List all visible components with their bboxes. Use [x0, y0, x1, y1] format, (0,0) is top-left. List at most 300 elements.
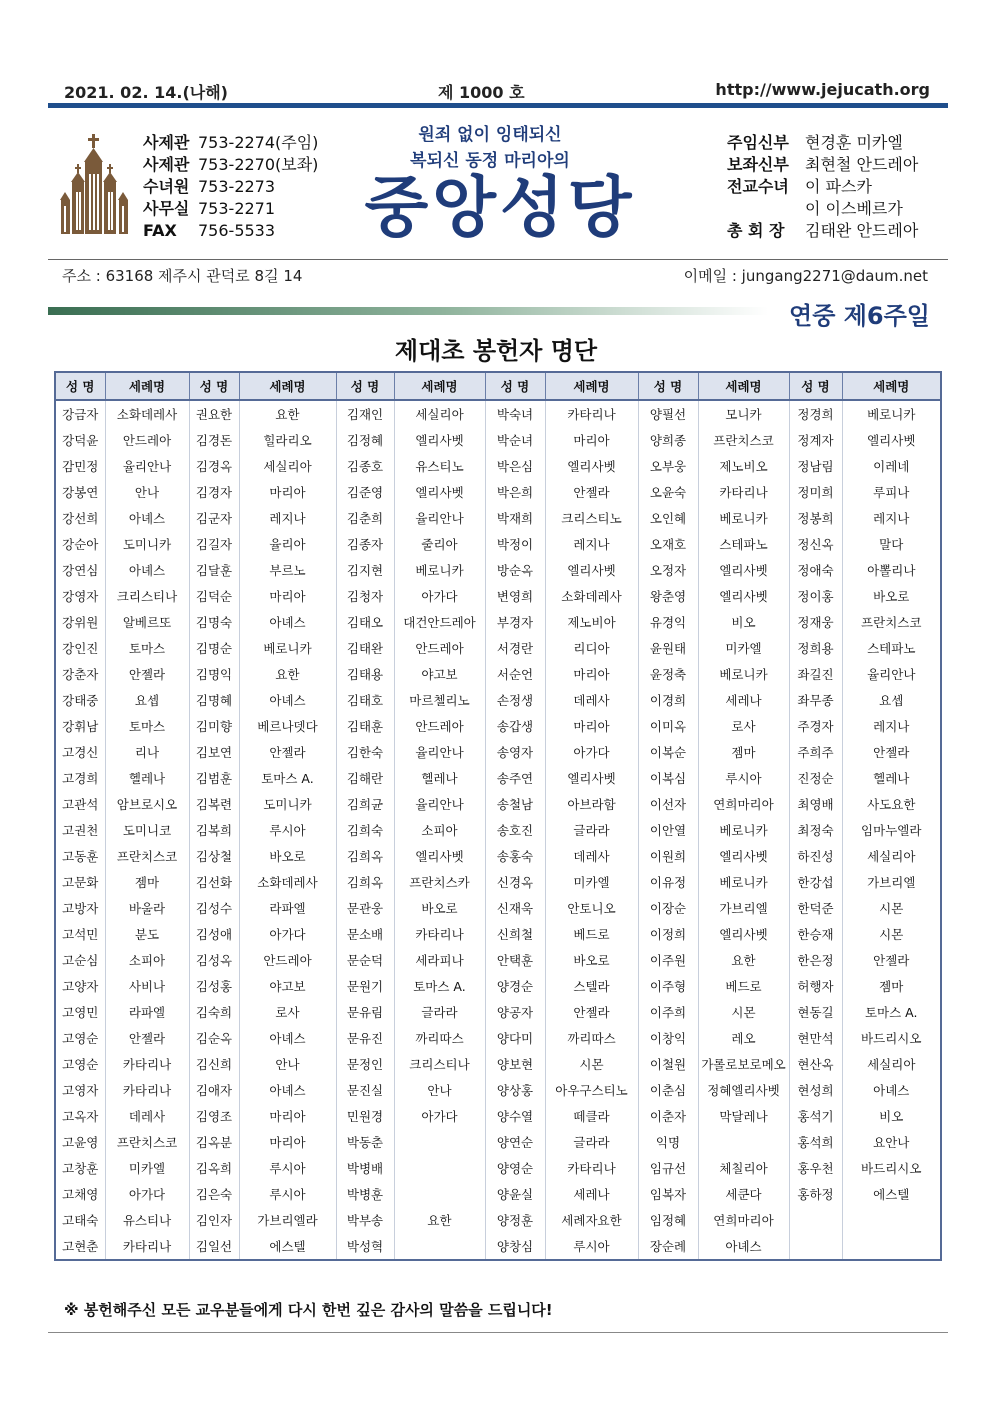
donor-name-cell: 이미옥 [638, 713, 698, 739]
donor-name-cell: 문진실 [336, 1077, 394, 1103]
subtitle-line: 원죄 없이 잉태되신 [418, 125, 562, 145]
baptismal-name-cell: 체칠리아 [698, 1155, 789, 1181]
table-row [55, 479, 941, 505]
table-row [55, 869, 941, 895]
baptismal-name-cell: 루시아 [545, 1233, 638, 1260]
baptismal-name-cell: 엘리사벳 [698, 557, 789, 583]
donor-name-cell: 유경익 [638, 609, 698, 635]
baptismal-name-cell: 암브로시오 [105, 791, 189, 817]
clergy-list [727, 132, 918, 242]
baptismal-name-cell: 요안나 [842, 1129, 941, 1155]
table-row [55, 453, 941, 479]
donor-name-cell: 고동훈 [55, 843, 105, 869]
donor-name-cell: 양다미 [485, 1025, 545, 1051]
baptismal-name-cell: 율리안나 [394, 739, 485, 765]
donor-name-cell: 정봉희 [789, 505, 842, 531]
donor-name-cell: 양공자 [485, 999, 545, 1025]
baptismal-name-cell: 마리아 [545, 713, 638, 739]
baptismal-name-cell [698, 1129, 789, 1155]
table-row [55, 505, 941, 531]
baptismal-name-cell: 세실리아 [394, 400, 485, 427]
donor-name-cell: 김성수 [189, 895, 239, 921]
donor-name-cell: 양희종 [638, 427, 698, 453]
donor-name-cell: 박병훈 [336, 1181, 394, 1207]
table-row [55, 609, 941, 635]
baptismal-name-cell: 젬마 [105, 869, 189, 895]
baptismal-name-cell: 글라라 [545, 817, 638, 843]
column-header-baptismal-name: 세례명 [545, 372, 638, 400]
baptismal-name-cell: 요한 [394, 1207, 485, 1233]
baptismal-name-cell: 요한 [698, 947, 789, 973]
baptismal-name-cell: 베로니카 [698, 661, 789, 687]
baptismal-name-cell: 카타리나 [394, 921, 485, 947]
baptismal-name-cell: 엘리사벳 [545, 765, 638, 791]
baptismal-name-cell: 토마스 [105, 713, 189, 739]
table-row [55, 817, 941, 843]
donor-name-cell: 김명혜 [189, 687, 239, 713]
column-header-baptismal-name: 세례명 [698, 372, 789, 400]
baptismal-name-cell: 안드레아 [394, 635, 485, 661]
table-row [55, 687, 941, 713]
clergy-row: 보좌신부 최현철 안드레아 [727, 155, 919, 174]
baptismal-name-cell [842, 1233, 941, 1260]
baptismal-name-cell: 안젤라 [545, 479, 638, 505]
column-header-name: 성 명 [485, 372, 545, 400]
donor-name-cell: 고경희 [55, 765, 105, 791]
baptismal-name-cell: 아녜스 [239, 609, 336, 635]
baptismal-name-cell: 레지나 [842, 713, 941, 739]
donor-name-cell: 김명익 [189, 661, 239, 687]
table-row [55, 895, 941, 921]
donor-name-cell: 고옥자 [55, 1103, 105, 1129]
donor-name-cell: 양창심 [485, 1233, 545, 1260]
baptismal-name-cell: 마리아 [545, 427, 638, 453]
divider [48, 259, 948, 260]
table-row [55, 921, 941, 947]
baptismal-name-cell: 율리안나 [842, 661, 941, 687]
baptismal-name-cell: 사도요한 [842, 791, 941, 817]
column-header-name: 성 명 [189, 372, 239, 400]
baptismal-name-cell: 아가다 [105, 1181, 189, 1207]
baptismal-name-cell: 토마스 A. [239, 765, 336, 791]
contact-row: 사무실 753-2271 [143, 199, 276, 218]
donor-name-cell: 좌무종 [789, 687, 842, 713]
baptismal-name-cell: 아녜스 [842, 1077, 941, 1103]
donor-name-cell: 정애숙 [789, 557, 842, 583]
baptismal-name-cell: 율리아 [239, 531, 336, 557]
table-row [55, 1103, 941, 1129]
donor-name-cell: 장순례 [638, 1233, 698, 1260]
table-row [55, 557, 941, 583]
donor-name-cell: 김경자 [189, 479, 239, 505]
baptismal-name-cell: 연희마리아 [698, 791, 789, 817]
donor-name-cell: 강인진 [55, 635, 105, 661]
green-gradient-bar [48, 307, 768, 315]
liturgical-sunday: 연중 제6주일 [789, 302, 930, 330]
baptismal-name-cell: 카타리나 [105, 1051, 189, 1077]
donor-name-cell: 한덕준 [789, 895, 842, 921]
table-header-row [55, 372, 941, 400]
donor-name-cell: 문순덕 [336, 947, 394, 973]
donor-name-cell: 오정자 [638, 557, 698, 583]
donor-name-cell: 김선화 [189, 869, 239, 895]
baptismal-name-cell: 아녜스 [105, 505, 189, 531]
baptismal-name-cell: 프란치스카 [394, 869, 485, 895]
donor-name-cell: 손정생 [485, 687, 545, 713]
baptismal-name-cell [842, 1207, 941, 1233]
donor-name-cell: 김청자 [336, 583, 394, 609]
table-row [55, 999, 941, 1025]
donor-name-cell: 임규선 [638, 1155, 698, 1181]
church-logo [58, 134, 130, 234]
donor-name-cell: 김태오 [336, 609, 394, 635]
donor-name-cell: 강봉연 [55, 479, 105, 505]
baptismal-name-cell: 요한 [239, 661, 336, 687]
contact-row: 수녀원 753-2273 [143, 177, 276, 196]
donor-name-cell: 박동춘 [336, 1129, 394, 1155]
table-row [55, 765, 941, 791]
baptismal-name-cell: 떼클라 [545, 1103, 638, 1129]
donor-name-cell: 신재욱 [485, 895, 545, 921]
baptismal-name-cell: 시몬 [842, 895, 941, 921]
donor-name-cell: 정남림 [789, 453, 842, 479]
donor-name-cell: 이복순 [638, 739, 698, 765]
donor-name-cell: 박은심 [485, 453, 545, 479]
donor-name-cell: 윤정축 [638, 661, 698, 687]
baptismal-name-cell: 베드로 [698, 973, 789, 999]
baptismal-name-cell: 젬마 [842, 973, 941, 999]
baptismal-name-cell: 크리스티나 [394, 1051, 485, 1077]
baptismal-name-cell: 프란치스코 [105, 1129, 189, 1155]
baptismal-name-cell: 엘리사벳 [394, 479, 485, 505]
donor-name-cell: 주희주 [789, 739, 842, 765]
donor-name-cell: 이장순 [638, 895, 698, 921]
baptismal-name-cell: 프란치스코 [105, 843, 189, 869]
donor-name-cell: 송철남 [485, 791, 545, 817]
baptismal-name-cell: 요한 [239, 400, 336, 427]
donor-name-cell: 문원기 [336, 973, 394, 999]
table-row [55, 531, 941, 557]
baptismal-name-cell: 안젤라 [239, 739, 336, 765]
donor-name-cell: 홍하정 [789, 1181, 842, 1207]
donor-name-cell: 홍우천 [789, 1155, 842, 1181]
donor-name-cell: 정계자 [789, 427, 842, 453]
donor-name-cell: 김해란 [336, 765, 394, 791]
donor-name-cell: 정신옥 [789, 531, 842, 557]
donor-name-cell: 서경란 [485, 635, 545, 661]
baptismal-name-cell: 아브라함 [545, 791, 638, 817]
baptismal-name-cell: 리나 [105, 739, 189, 765]
donor-name-cell: 이철원 [638, 1051, 698, 1077]
church-subtitle [360, 122, 620, 174]
baptismal-name-cell: 마리아 [239, 479, 336, 505]
donor-name-cell: 최영배 [789, 791, 842, 817]
donor-name-cell: 오부웅 [638, 453, 698, 479]
donor-name-cell: 김재인 [336, 400, 394, 427]
baptismal-name-cell: 가브리엘 [842, 869, 941, 895]
donor-name-cell: 문유림 [336, 999, 394, 1025]
donor-name-cell: 김성애 [189, 921, 239, 947]
column-header-baptismal-name: 세례명 [105, 372, 189, 400]
donor-name-cell: 이정희 [638, 921, 698, 947]
baptismal-name-cell: 엘리사벳 [842, 427, 941, 453]
table-row [55, 1233, 941, 1260]
baptismal-name-cell: 안나 [105, 479, 189, 505]
donor-name-cell: 강금자 [55, 400, 105, 427]
donor-name-cell: 이춘자 [638, 1103, 698, 1129]
donor-name-cell: 김명순 [189, 635, 239, 661]
table-row [55, 1077, 941, 1103]
donor-name-cell: 정재웅 [789, 609, 842, 635]
donor-name-cell: 고권천 [55, 817, 105, 843]
baptismal-name-cell: 대건안드레아 [394, 609, 485, 635]
baptismal-name-cell: 요셉 [105, 687, 189, 713]
baptismal-name-cell: 바울라 [105, 895, 189, 921]
baptismal-name-cell: 크리스티나 [105, 583, 189, 609]
table-row [55, 583, 941, 609]
donor-name-cell: 현산옥 [789, 1051, 842, 1077]
donor-name-cell: 송영자 [485, 739, 545, 765]
baptismal-name-cell: 엘리사벳 [698, 921, 789, 947]
donor-name-cell: 양윤실 [485, 1181, 545, 1207]
donor-name-cell: 권요한 [189, 400, 239, 427]
baptismal-name-cell: 세쿤다 [698, 1181, 789, 1207]
baptismal-name-cell: 안젤라 [842, 739, 941, 765]
donor-name-cell: 김태용 [336, 661, 394, 687]
baptismal-name-cell: 레지나 [239, 505, 336, 531]
donor-name-cell: 서순언 [485, 661, 545, 687]
donor-name-cell: 김숙희 [189, 999, 239, 1025]
baptismal-name-cell: 데레사 [105, 1103, 189, 1129]
baptismal-name-cell: 로사 [698, 713, 789, 739]
baptismal-name-cell: 말다 [842, 531, 941, 557]
donor-name-cell: 박성혁 [336, 1233, 394, 1260]
church-email[interactable]: 이메일 : jungang2271@daum.net [683, 267, 928, 285]
baptismal-name-cell: 베르나뎃다 [239, 713, 336, 739]
donor-name-cell: 양보현 [485, 1051, 545, 1077]
donor-name-cell: 문소배 [336, 921, 394, 947]
donor-name-cell: 강휘남 [55, 713, 105, 739]
donor-name-cell: 고윤영 [55, 1129, 105, 1155]
baptismal-name-cell: 세실리아 [239, 453, 336, 479]
donor-name-cell: 강위원 [55, 609, 105, 635]
donor-name-cell: 김영조 [189, 1103, 239, 1129]
baptismal-name-cell: 카타리나 [105, 1077, 189, 1103]
table-row [55, 427, 941, 453]
donor-name-cell: 김희균 [336, 791, 394, 817]
donor-name-cell: 이안열 [638, 817, 698, 843]
donor-name-cell: 김성옥 [189, 947, 239, 973]
donor-name-cell: 김한숙 [336, 739, 394, 765]
donor-name-cell: 문정인 [336, 1051, 394, 1077]
donor-name-cell: 양필선 [638, 400, 698, 427]
baptismal-name-cell: 사비나 [105, 973, 189, 999]
baptismal-name-cell: 레오 [698, 1025, 789, 1051]
baptismal-name-cell: 스테파노 [698, 531, 789, 557]
donor-name-cell: 임정혜 [638, 1207, 698, 1233]
baptismal-name-cell: 분도 [105, 921, 189, 947]
baptismal-name-cell: 안드레아 [239, 947, 336, 973]
baptismal-name-cell: 소화데레사 [545, 583, 638, 609]
donor-name-cell: 고영순 [55, 1025, 105, 1051]
donor-name-cell: 오재호 [638, 531, 698, 557]
column-header-baptismal-name: 세례명 [842, 372, 941, 400]
baptismal-name-cell: 마리아 [239, 1103, 336, 1129]
baptismal-name-cell: 카타리나 [545, 400, 638, 427]
baptismal-name-cell: 줄리아 [394, 531, 485, 557]
donor-name-cell: 한은정 [789, 947, 842, 973]
baptismal-name-cell: 미카엘 [698, 635, 789, 661]
baptismal-name-cell: 데레사 [545, 687, 638, 713]
donor-name-cell: 김범훈 [189, 765, 239, 791]
contact-row: 사제관 753-2274(주임) [143, 133, 319, 152]
table-row [55, 947, 941, 973]
baptismal-name-cell: 소피아 [105, 947, 189, 973]
table-row [55, 1155, 941, 1181]
baptismal-name-cell: 아가다 [545, 739, 638, 765]
baptismal-name-cell: 프란치스코 [698, 427, 789, 453]
donor-name-cell: 방순옥 [485, 557, 545, 583]
donor-name-cell: 김종호 [336, 453, 394, 479]
donor-name-cell: 송갑생 [485, 713, 545, 739]
baptismal-name-cell: 헬레나 [842, 765, 941, 791]
donor-name-cell: 김덕순 [189, 583, 239, 609]
donor-name-cell: 송호진 [485, 817, 545, 843]
baptismal-name-cell: 엘리사벳 [545, 557, 638, 583]
donor-name-cell [789, 1207, 842, 1233]
donor-name-cell: 고영민 [55, 999, 105, 1025]
baptismal-name-cell: 비오 [842, 1103, 941, 1129]
column-header-name: 성 명 [55, 372, 105, 400]
table-row [55, 973, 941, 999]
baptismal-name-cell: 베로니카 [239, 635, 336, 661]
masthead-rule [48, 103, 948, 108]
table-row [55, 1181, 941, 1207]
footer-rule [48, 1332, 948, 1333]
church-name: 중앙성당 [364, 169, 636, 246]
baptismal-name-cell: 루시아 [239, 1181, 336, 1207]
donor-name-cell: 한승재 [789, 921, 842, 947]
donor-name-cell: 현만석 [789, 1025, 842, 1051]
baptismal-name-cell: 연희마리아 [698, 1207, 789, 1233]
masthead-topline [48, 76, 948, 104]
donor-name-cell: 이복심 [638, 765, 698, 791]
baptismal-name-cell: 토마스 A. [394, 973, 485, 999]
website-url[interactable]: http://www.jejucath.org [715, 80, 930, 99]
column-header-name: 성 명 [638, 372, 698, 400]
donor-name-cell: 한강섭 [789, 869, 842, 895]
baptismal-name-cell: 마리아 [545, 661, 638, 687]
donor-name-cell: 고현춘 [55, 1233, 105, 1260]
baptismal-name-cell: 안젤라 [105, 661, 189, 687]
baptismal-name-cell: 까리따스 [394, 1025, 485, 1051]
baptismal-name-cell: 안나 [239, 1051, 336, 1077]
baptismal-name-cell: 마리아 [239, 583, 336, 609]
baptismal-name-cell: 시몬 [842, 921, 941, 947]
baptismal-name-cell: 유스티노 [394, 453, 485, 479]
table-row [55, 1207, 941, 1233]
donor-name-cell: 박정이 [485, 531, 545, 557]
donor-name-cell: 고경신 [55, 739, 105, 765]
donor-name-cell: 박순녀 [485, 427, 545, 453]
donor-name-cell: 좌길진 [789, 661, 842, 687]
donor-name-cell: 고문화 [55, 869, 105, 895]
baptismal-name-cell: 아녜스 [239, 1077, 336, 1103]
baptismal-name-cell: 베로니카 [698, 817, 789, 843]
donor-name-cell: 김미향 [189, 713, 239, 739]
donor-name-cell: 김태호 [336, 687, 394, 713]
table-row [55, 1129, 941, 1155]
donor-name-cell: 정경희 [789, 400, 842, 427]
baptismal-name-cell [394, 1233, 485, 1260]
baptismal-name-cell: 세라피나 [394, 947, 485, 973]
baptismal-name-cell: 글라라 [394, 999, 485, 1025]
baptismal-name-cell [394, 1155, 485, 1181]
baptismal-name-cell: 베로니카 [698, 505, 789, 531]
baptismal-name-cell: 야고보 [394, 661, 485, 687]
donor-name-cell: 김보연 [189, 739, 239, 765]
donor-name-cell: 김춘희 [336, 505, 394, 531]
baptismal-name-cell: 헬레나 [394, 765, 485, 791]
contact-row: FAX 756-5533 [143, 221, 276, 240]
baptismal-name-cell: 바오로 [394, 895, 485, 921]
donor-name-cell: 이창익 [638, 1025, 698, 1051]
baptismal-name-cell: 세실리아 [842, 1051, 941, 1077]
donor-name-cell: 김태완 [336, 635, 394, 661]
subtitle-line: 복되신 동정 마리아의 [410, 151, 570, 171]
baptismal-name-cell: 토마스 [105, 635, 189, 661]
baptismal-name-cell: 임마누엘라 [842, 817, 941, 843]
donor-name-cell: 송주연 [485, 765, 545, 791]
baptismal-name-cell: 스테파노 [842, 635, 941, 661]
donor-name-cell: 익명 [638, 1129, 698, 1155]
baptismal-name-cell: 베드로 [545, 921, 638, 947]
donor-name-cell: 송홍숙 [485, 843, 545, 869]
donor-name-cell: 오인혜 [638, 505, 698, 531]
baptismal-name-cell: 요셉 [842, 687, 941, 713]
table-row [55, 791, 941, 817]
baptismal-name-cell: 엘리사벳 [698, 843, 789, 869]
donor-name-cell: 고순심 [55, 947, 105, 973]
baptismal-name-cell: 에스텔 [842, 1181, 941, 1207]
donor-name-cell: 양정훈 [485, 1207, 545, 1233]
donor-name-cell: 고채영 [55, 1181, 105, 1207]
donor-name-cell: 김순옥 [189, 1025, 239, 1051]
baptismal-name-cell: 세레나 [545, 1181, 638, 1207]
donor-name-cell: 김길자 [189, 531, 239, 557]
baptismal-name-cell: 베로니카 [842, 400, 941, 427]
donor-name-cell: 강덕윤 [55, 427, 105, 453]
baptismal-name-cell: 세례자요한 [545, 1207, 638, 1233]
donor-name-cell: 고영자 [55, 1077, 105, 1103]
donor-name-cell: 오윤숙 [638, 479, 698, 505]
baptismal-name-cell: 안나 [394, 1077, 485, 1103]
baptismal-name-cell: 도미니코 [105, 817, 189, 843]
donor-name-cell: 안택훈 [485, 947, 545, 973]
donor-name-cell: 강순아 [55, 531, 105, 557]
donor-name-cell: 김옥분 [189, 1129, 239, 1155]
donor-name-cell: 왕춘영 [638, 583, 698, 609]
donor-name-cell: 김애자 [189, 1077, 239, 1103]
donor-name-cell: 김종자 [336, 531, 394, 557]
baptismal-name-cell: 알베르또 [105, 609, 189, 635]
donor-name-cell: 윤원태 [638, 635, 698, 661]
baptismal-name-cell: 미카엘 [545, 869, 638, 895]
baptismal-name-cell: 아우구스티노 [545, 1077, 638, 1103]
baptismal-name-cell: 루시아 [239, 817, 336, 843]
donor-name-cell: 김정혜 [336, 427, 394, 453]
baptismal-name-cell: 헬레나 [105, 765, 189, 791]
